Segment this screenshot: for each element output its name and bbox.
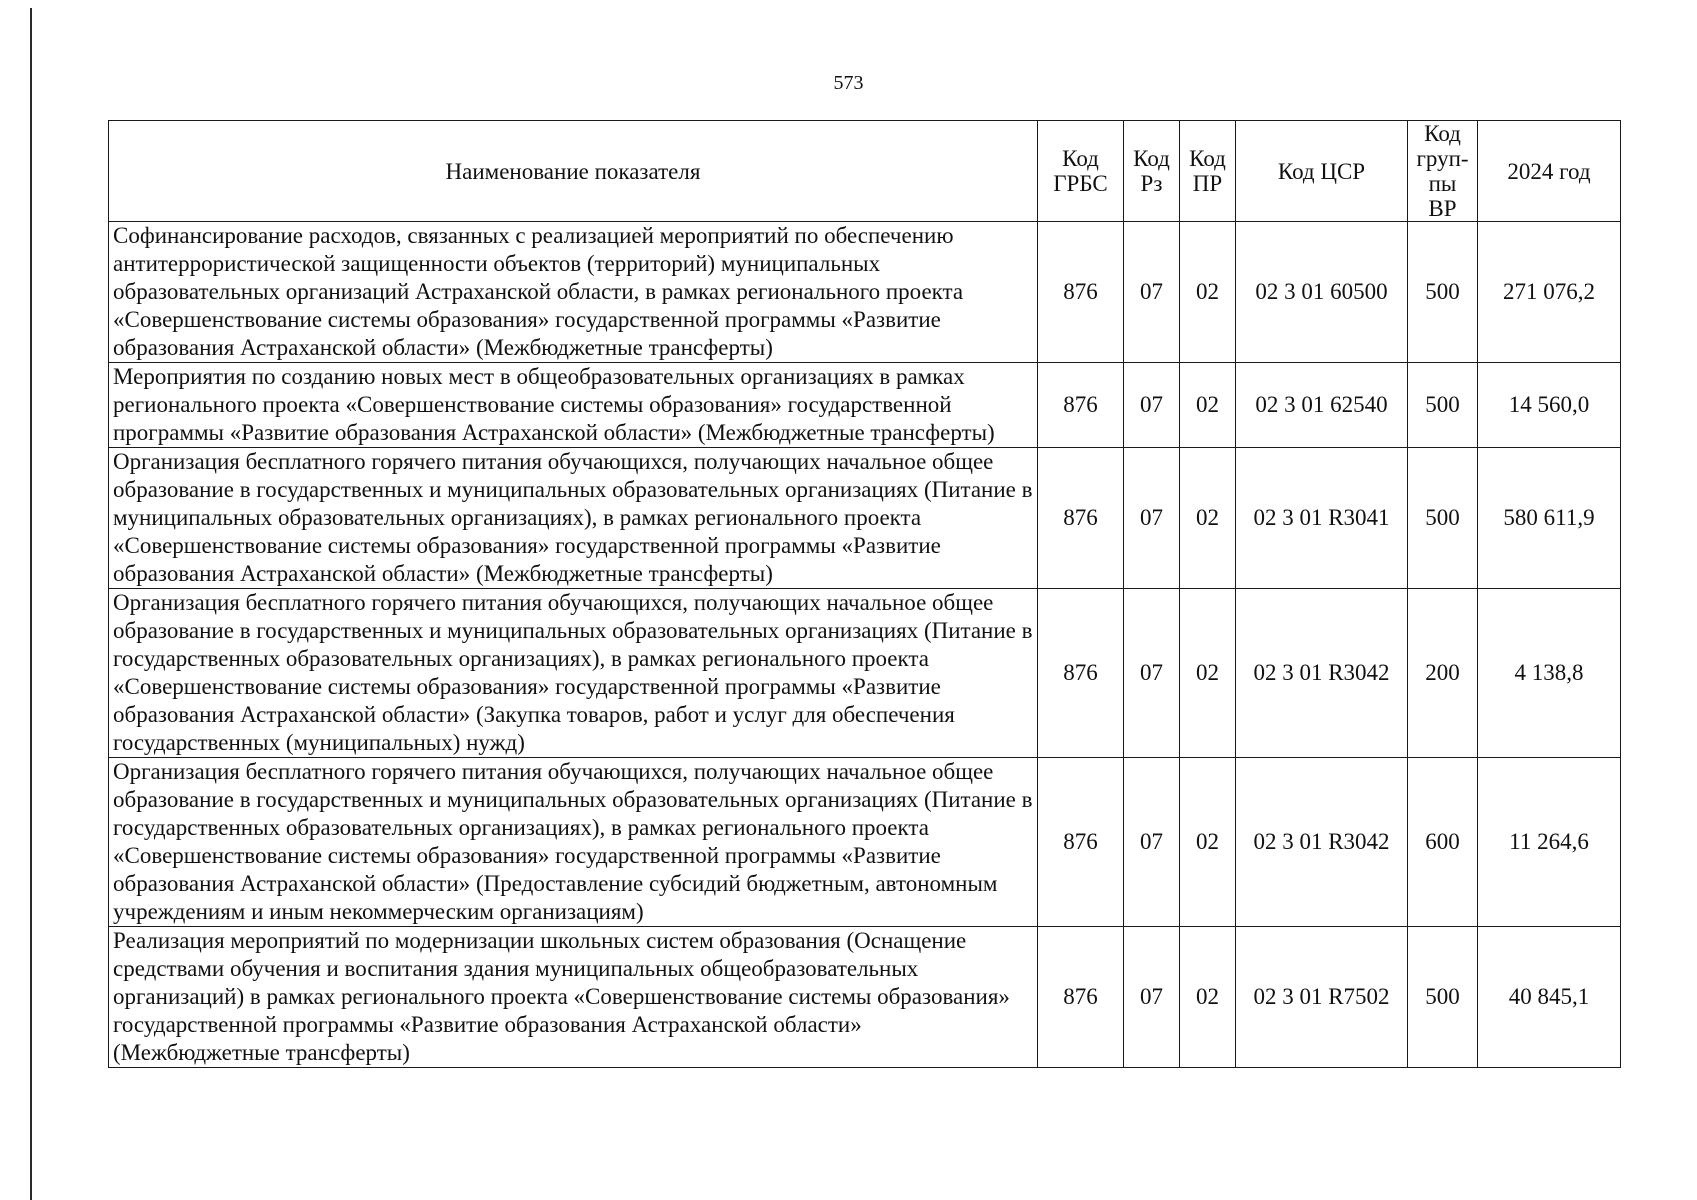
row-name: Мероприятия по созданию новых мест в общеобразовательных организациях в рамках регионального проекта «Совершенствование системы образования» государственной программы «Развитие образования Астраханской области» (Межбюджетные трансферты) (109, 363, 1038, 448)
row-pr: 02 (1180, 927, 1236, 1068)
header-vr: Код груп-пы ВР (1408, 121, 1478, 222)
table-row (109, 758, 1621, 927)
row-pr: 02 (1180, 222, 1236, 363)
budget-table (108, 120, 1621, 1068)
header-year: 2024 год (1478, 121, 1621, 222)
row-amount: 11 264,6 (1478, 758, 1621, 927)
row-csr: 02 3 01 62540 (1236, 363, 1408, 448)
table-row (109, 589, 1621, 758)
row-name: Организация бесплатного горячего питания обучающихся, получающих начальное общее образование в государственных и муниципальных образовательных организациях (Питание в муниципальных образовательных организациях), в рамках регионального проекта «Совершенствование системы образования» государственной программы «Развитие образования Астраханской области» (Межбюджетные трансферты) (109, 448, 1038, 589)
row-pr: 02 (1180, 589, 1236, 758)
row-csr: 02 3 01 60500 (1236, 222, 1408, 363)
row-name: Реализация мероприятий по модернизации школьных систем образования (Оснащение средствами обучения и воспитания здания муниципальных общеобразовательных организаций) в рамках регионального проекта «Совершенствование системы образования» государственной программы «Развитие образования Астраханской области» (Межбюджетные трансферты) (109, 927, 1038, 1068)
row-rz: 07 (1124, 589, 1180, 758)
table-row (109, 448, 1621, 589)
header-rz: Код Рз (1124, 121, 1180, 222)
row-name: Софинансирование расходов, связанных с реализацией мероприятий по обеспечению антитеррористической защищенности объектов (территорий) муниципальных образовательных организаций Астраханской области, в рамках регионального проекта «Совершенствование системы образования» государственной программы «Развитие образования Астраханской области» (Межбюджетные трансферты) (109, 222, 1038, 363)
row-vr: 500 (1408, 448, 1478, 589)
row-rz: 07 (1124, 222, 1180, 363)
row-csr: 02 3 01 R3041 (1236, 448, 1408, 589)
row-grbs: 876 (1038, 927, 1124, 1068)
row-vr: 500 (1408, 222, 1478, 363)
row-vr: 600 (1408, 758, 1478, 927)
row-grbs: 876 (1038, 589, 1124, 758)
header-grbs: Код ГРБС (1038, 121, 1124, 222)
row-pr: 02 (1180, 448, 1236, 589)
header-name: Наименование показателя (109, 121, 1038, 222)
row-vr: 200 (1408, 589, 1478, 758)
row-grbs: 876 (1038, 758, 1124, 927)
header-csr: Код ЦСР (1236, 121, 1408, 222)
row-amount: 271 076,2 (1478, 222, 1621, 363)
row-pr: 02 (1180, 363, 1236, 448)
table-row (109, 927, 1621, 1068)
row-grbs: 876 (1038, 222, 1124, 363)
row-csr: 02 3 01 R7502 (1236, 927, 1408, 1068)
row-csr: 02 3 01 R3042 (1236, 758, 1408, 927)
row-csr: 02 3 01 R3042 (1236, 589, 1408, 758)
page-number: 573 (833, 72, 864, 94)
table-header-row (109, 121, 1621, 222)
row-grbs: 876 (1038, 363, 1124, 448)
row-amount: 580 611,9 (1478, 448, 1621, 589)
table-row (109, 222, 1621, 363)
row-rz: 07 (1124, 758, 1180, 927)
row-amount: 14 560,0 (1478, 363, 1621, 448)
row-pr: 02 (1180, 758, 1236, 927)
header-pr: Код ПР (1180, 121, 1236, 222)
row-name: Организация бесплатного горячего питания обучающихся, получающих начальное общее образование в государственных и муниципальных образовательных организациях (Питание в государственных образовательных организациях), в рамках регионального проекта «Совершенствование системы образования» государственной программы «Развитие образования Астраханской области» (Предоставление субсидий бюджетным, автономным учреждениям и иным некоммерческим организациям) (109, 758, 1038, 927)
row-rz: 07 (1124, 927, 1180, 1068)
row-grbs: 876 (1038, 448, 1124, 589)
row-vr: 500 (1408, 363, 1478, 448)
row-amount: 40 845,1 (1478, 927, 1621, 1068)
table-row (109, 363, 1621, 448)
row-rz: 07 (1124, 448, 1180, 589)
binding-margin-line (30, 8, 32, 1200)
row-rz: 07 (1124, 363, 1180, 448)
row-amount: 4 138,8 (1478, 589, 1621, 758)
row-name: Организация бесплатного горячего питания обучающихся, получающих начальное общее образование в государственных и муниципальных образовательных организациях (Питание в государственных образовательных организациях), в рамках регионального проекта «Совершенствование системы образования» государственной программы «Развитие образования Астраханской области» (Закупка товаров, работ и услуг для обеспечения государственных (муниципальных) нужд) (109, 589, 1038, 758)
row-vr: 500 (1408, 927, 1478, 1068)
